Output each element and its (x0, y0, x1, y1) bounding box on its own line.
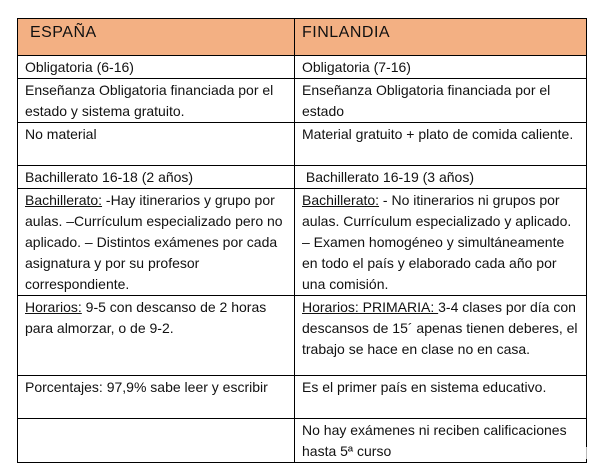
table-row (18, 296, 587, 376)
cell-finland: Material gratuito + plato de comida caliente. (295, 123, 587, 166)
cell-text: -Hay itinerarios y grupo por aulas. –Currículum especializado pero no aplicado. – Distintos exámenes por cada asignatura y por su profesor correspondiente. (25, 192, 283, 292)
cell-text: 9-5 con descanso de 2 horas para almorzar, o de 9-2. (25, 299, 267, 336)
cell-text: - No itinerarios ni grupos por aulas. Currículum especializado y aplicado. – Examen homogéneo y simultáneamente en todo el país y elaborado cada año por una comisión. (302, 192, 572, 292)
cell-spain: No material (18, 123, 295, 166)
cell-spain: Enseñanza Obligatoria financiada por el estado y sistema gratuito. (18, 79, 295, 123)
cell-finland: Enseñanza Obligatoria financiada por el estado (295, 79, 587, 123)
table-row (18, 376, 587, 419)
cell-spain (18, 296, 295, 376)
page-border-left (17, 447, 18, 459)
cell-finland (295, 189, 587, 296)
cell-spain (18, 189, 295, 296)
table-row (18, 166, 587, 189)
cell-text: 3-4 clases por día con descansos de 15´ apenas tienen deberes, el trabajo se hace en clase no en casa. (302, 299, 578, 357)
cell-spain: Bachillerato 16-18 (2 años) (18, 166, 295, 189)
cell-spain: Obligatoria (6-16) (18, 56, 295, 79)
table-row (18, 189, 587, 296)
cell-spain: Porcentajes: 97,9% sabe leer y escribir (18, 376, 295, 419)
header-spain (18, 19, 295, 56)
header-spain-label: ESPAÑA (29, 24, 97, 41)
table-row (18, 419, 587, 463)
header-row (18, 19, 587, 56)
header-finland: FINLANDIA (295, 19, 587, 56)
cell-finland: Es el primer país en sistema educativo. (295, 376, 587, 419)
cell-label: Horarios: (25, 299, 82, 315)
comparison-table (17, 18, 587, 463)
table-row (18, 56, 587, 79)
table-row (18, 79, 587, 123)
table-row (18, 123, 587, 166)
cell-finland: No hay exámenes ni reciben calificaciones hasta 5ª curso (295, 419, 587, 463)
cell-finland: Bachillerato 16-19 (3 años) (295, 166, 587, 189)
cell-label: Bachillerato: (302, 192, 380, 208)
cell-label: Bachillerato: (25, 192, 103, 208)
cell-finland: Obligatoria (7-16) (295, 56, 587, 79)
cell-finland (295, 296, 587, 376)
cell-spain (18, 419, 295, 463)
page-border-right (586, 447, 587, 459)
cell-label: Horarios: PRIMARIA: (302, 299, 439, 315)
